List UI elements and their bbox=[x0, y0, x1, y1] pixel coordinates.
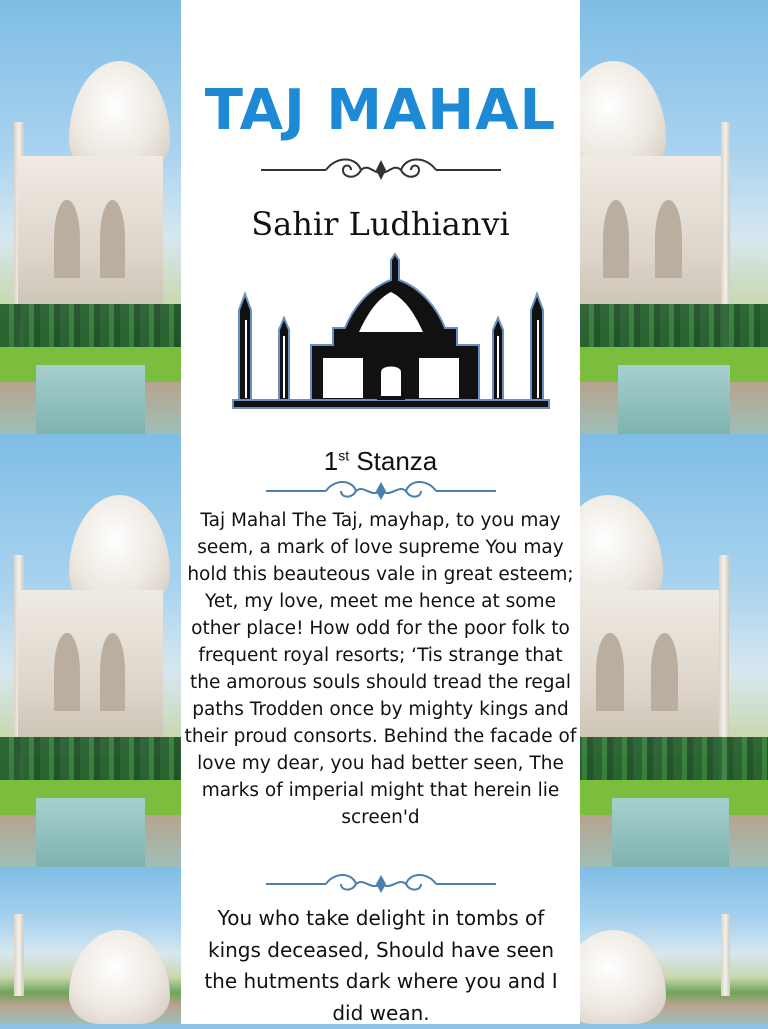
background-image-tile bbox=[580, 0, 768, 434]
content-column bbox=[181, 0, 580, 1024]
stanza-heading bbox=[181, 446, 580, 477]
poem-divider bbox=[181, 872, 580, 900]
background-image-tile bbox=[0, 867, 181, 1024]
stanza-word: Stanza bbox=[356, 446, 438, 476]
flourish-divider-icon bbox=[261, 479, 501, 503]
page-title: TAJ MAHAL bbox=[204, 78, 557, 143]
stanza-suffix: st bbox=[338, 447, 350, 464]
title-divider bbox=[181, 156, 580, 188]
poet-name: Sahir Ludhianvi bbox=[251, 205, 510, 243]
stanza-number: 1 bbox=[323, 446, 339, 476]
stanza-divider bbox=[181, 479, 580, 507]
background-image-tile bbox=[580, 867, 768, 1024]
background-image-tile bbox=[573, 434, 768, 867]
flourish-divider-icon bbox=[261, 872, 501, 896]
flourish-divider-icon bbox=[256, 156, 506, 184]
poem-stanza-text: Taj Mahal The Taj, mayhap, to you may seem, a mark of love supreme You may hold this beauteous vale in great esteem; Yet, my love, meet me hence at some other place! How odd for the poor folk to frequent royal resorts; ‘Tis strange that the amorous souls should tread the regal paths Trodden once by mighty kings and their proud consorts. Behind the facade of love my dear, you had better seen, The marks of imperial might that herein lie screen'd bbox=[184, 510, 577, 828]
poem-continued-text: You who take delight in tombs of kings deceased, Should have seen the hutments dark where you and I did wean. bbox=[204, 906, 558, 1025]
background-image-tile bbox=[0, 434, 181, 867]
taj-mahal-silhouette-icon bbox=[231, 240, 551, 424]
background-image-tile bbox=[0, 0, 181, 434]
